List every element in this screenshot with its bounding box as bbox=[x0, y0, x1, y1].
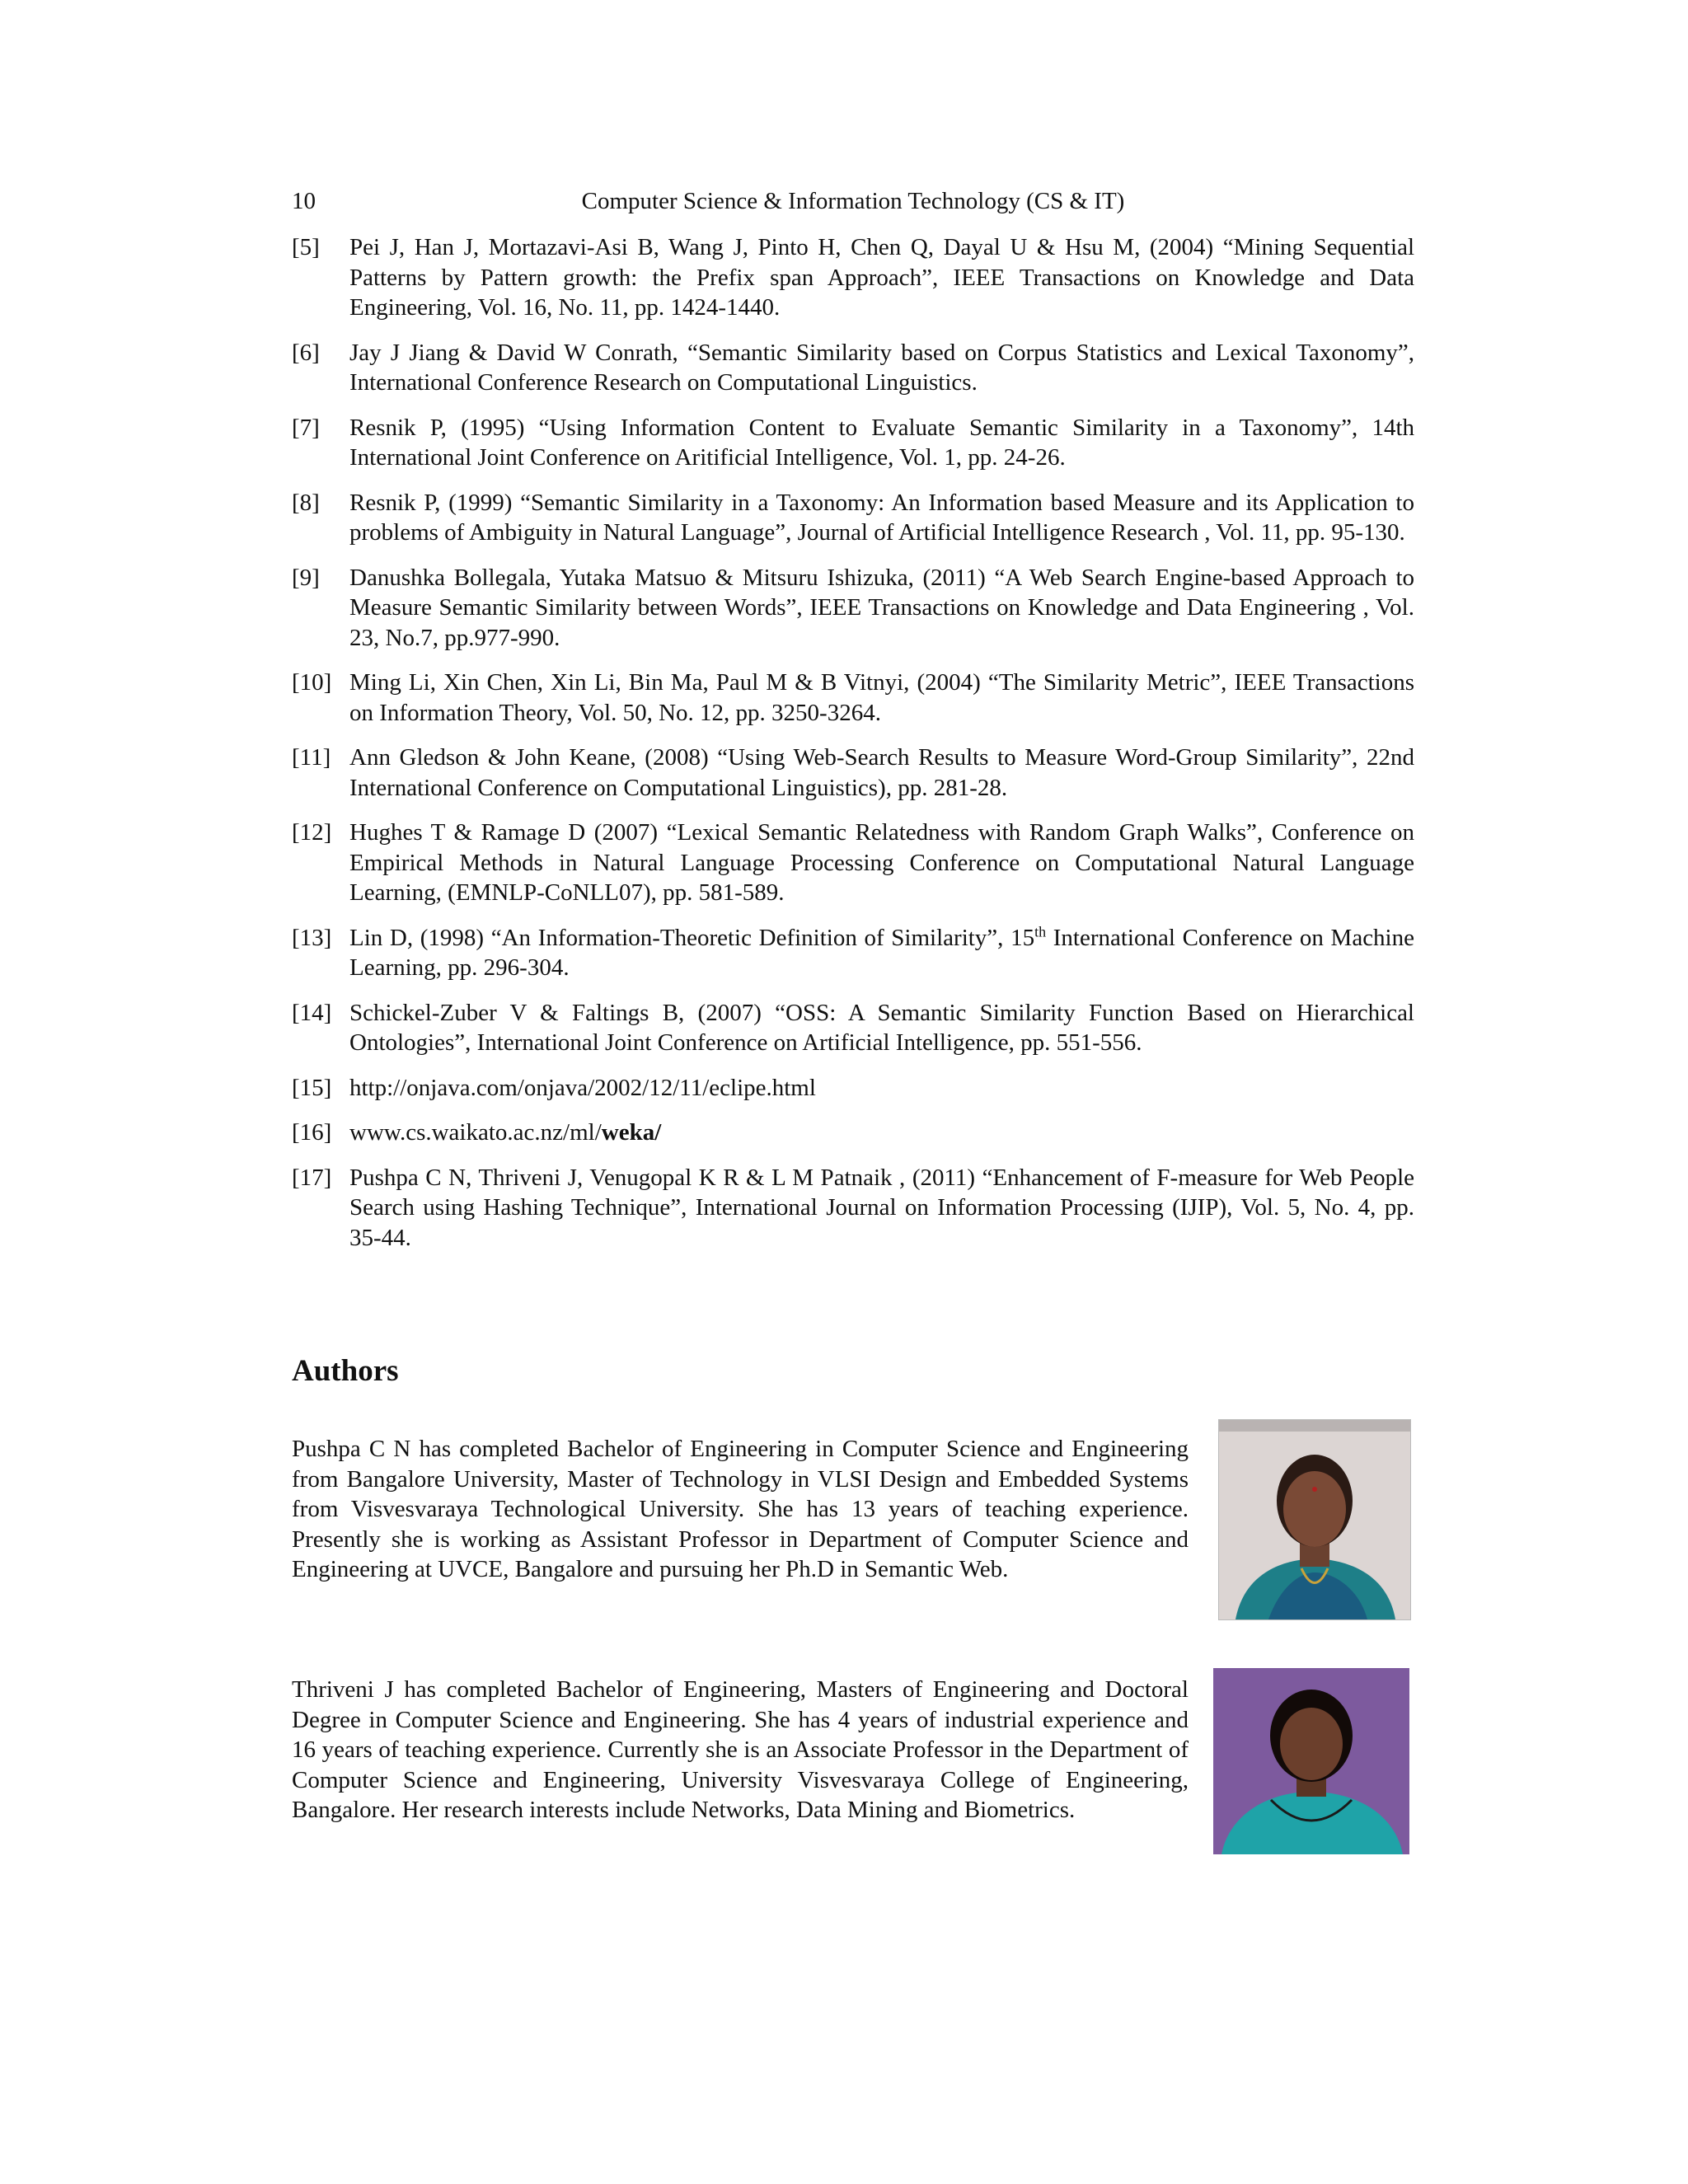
reference-number: [5] bbox=[292, 234, 320, 260]
reference-number: [17] bbox=[292, 1164, 332, 1191]
portrait-image bbox=[1213, 1668, 1409, 1854]
reference-item bbox=[292, 338, 1414, 398]
reference-number: [16] bbox=[292, 1119, 332, 1146]
reference-item bbox=[292, 1163, 1414, 1254]
reference-number: [11] bbox=[292, 744, 331, 771]
reference-text: Pushpa C N, Thriveni J, Venugopal K R & L M Patnaik , (2011) “Enhancement of F-measure for Web People Search using Hashing Technique”, International Journal on Information Processing (IJIP), Vol. 5, No. 4, pp. 35-44. bbox=[349, 1164, 1414, 1251]
authors-heading: Authors bbox=[292, 1354, 399, 1388]
references-list bbox=[292, 232, 1414, 1268]
reference-text: Ann Gledson & John Keane, (2008) “Using Web-Search Results to Measure Word-Group Similarity”, 22nd International Conference on Computational Linguistics), pp. 281-28. bbox=[349, 744, 1414, 801]
reference-item bbox=[292, 743, 1414, 803]
reference-text-part: International Conference on Machine Learning, pp. 296-304. bbox=[349, 924, 1414, 981]
reference-number: [13] bbox=[292, 924, 332, 951]
reference-bold-part: weka/ bbox=[601, 1119, 662, 1146]
reference-text: Schickel-Zuber V & Faltings B, (2007) “OSS: A Semantic Similarity Function Based on Hierarchical Ontologies”, International Joint Conference on Artificial Intelligence, pp. 551-556. bbox=[349, 999, 1414, 1056]
reference-number: [14] bbox=[292, 999, 332, 1026]
reference-text: Danushka Bollegala, Yutaka Matsuo & Mitsuru Ishizuka, (2011) “A Web Search Engine-based Approach to Measure Semantic Similarity between Words”, IEEE Transactions on Knowledge and Data Engineering , Vol. 23, No.7, pp.977-990. bbox=[349, 564, 1414, 651]
reference-number: [12] bbox=[292, 819, 332, 846]
reference-item bbox=[292, 413, 1414, 473]
reference-number: [10] bbox=[292, 669, 332, 696]
reference-text: Ming Li, Xin Chen, Xin Li, Bin Ma, Paul M & B Vitnyi, (2004) “The Similarity Metric”, IEEE Transactions on Information Theory, Vol. 50, No. 12, pp. 3250-3264. bbox=[349, 669, 1414, 726]
reference-text: Hughes T & Ramage D (2007) “Lexical Semantic Relatedness with Random Graph Walks”, Conference on Empirical Methods in Natural Language Processing Conference on Computational Natural Language Learning, (EMNLP-CoNLL07), pp. 581-589. bbox=[349, 819, 1414, 906]
reference-text-part: Lin D, (1998) “An Information-Theoretic Definition of Similarity”, 15 bbox=[349, 924, 1035, 951]
reference-text-part: www.cs.waikato.ac.nz/ml/ bbox=[349, 1119, 602, 1146]
reference-text: Resnik P, (1999) “Semantic Similarity in a Taxonomy: An Information based Measure and its Application to problems of Ambiguity in Natural Language”, Journal of Artificial Intelligence Research , Vol. 11, pp. 95-130. bbox=[349, 489, 1414, 546]
reference-url: http://onjava.com/onjava/2002/12/11/eclipe.html bbox=[349, 1074, 816, 1101]
reference-url bbox=[349, 1119, 661, 1146]
author-photo bbox=[1213, 1668, 1409, 1854]
reference-item bbox=[292, 1073, 1414, 1104]
reference-number: [15] bbox=[292, 1074, 332, 1101]
reference-text: Pei J, Han J, Mortazavi-Asi B, Wang J, Pinto H, Chen Q, Dayal U & Hsu M, (2004) “Mining Sequential Patterns by Pattern growth: the Prefix span Approach”, IEEE Transactions on Knowledge and Data Engineering, Vol. 16, No. 11, pp. 1424-1440. bbox=[349, 234, 1414, 321]
ordinal-superscript: th bbox=[1034, 922, 1047, 940]
journal-title: Computer Science & Information Technology (CS & IT) bbox=[581, 188, 1125, 214]
reference-text: Jay J Jiang & David W Conrath, “Semantic Similarity based on Corpus Statistics and Lexical Taxonomy”, International Conference Research on Computational Linguistics. bbox=[349, 339, 1414, 396]
reference-item bbox=[292, 488, 1414, 548]
author-bio: Pushpa C N has completed Bachelor of Engineering in Computer Science and Engineering from Bangalore University, Master of Technology in VLSI Design and Embedded Systems from Visvesvaraya Technological University. She has 13 years of teaching experience. Presently she is working as Assistant Professor in Department of Computer Science and Engineering at UVCE, Bangalore and pursuing her Ph.D in Semantic Web. bbox=[292, 1436, 1189, 1582]
reference-text bbox=[349, 922, 1414, 982]
portrait-image bbox=[1219, 1420, 1410, 1619]
author-photo bbox=[1218, 1419, 1411, 1620]
reference-number: [9] bbox=[292, 564, 320, 591]
author-bio: Thriveni J has completed Bachelor of Engineering, Masters of Engineering and Doctoral Degree in Computer Science and Engineering. She has 4 years of industrial experience and 16 years of teaching experience. Currently she is an Associate Professor in the Department of Computer Science and Engineering, University Visvesvaraya College of Engineering, Bangalore. Her research interests include Networks, Data Mining and Biometrics. bbox=[292, 1676, 1189, 1823]
reference-item bbox=[292, 232, 1414, 323]
reference-number: [8] bbox=[292, 489, 320, 516]
reference-item bbox=[292, 1118, 1414, 1148]
reference-item bbox=[292, 923, 1414, 983]
running-header bbox=[292, 183, 1414, 219]
reference-item bbox=[292, 668, 1414, 728]
reference-number: [7] bbox=[292, 414, 320, 441]
reference-text: Resnik P, (1995) “Using Information Content to Evaluate Semantic Similarity in a Taxonomy”, 14th International Joint Conference on Aritificial Intelligence, Vol. 1, pp. 24-26. bbox=[349, 414, 1414, 471]
page-number: 10 bbox=[292, 188, 316, 214]
reference-item bbox=[292, 818, 1414, 908]
reference-item bbox=[292, 563, 1414, 654]
reference-item bbox=[292, 998, 1414, 1058]
reference-number: [6] bbox=[292, 339, 320, 366]
